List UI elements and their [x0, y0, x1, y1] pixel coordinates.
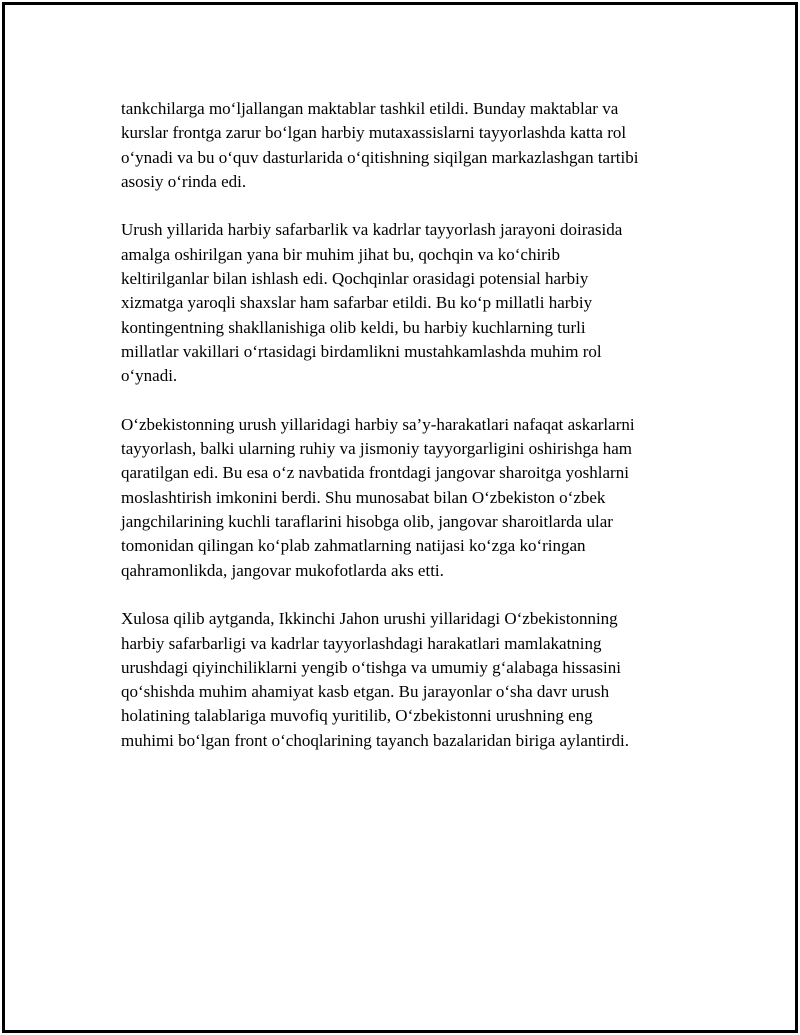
page-border — [2, 2, 798, 1033]
text-line: holatining talablariga muvofiq yuritilib, O‘zbekistonni urushning eng — [121, 706, 593, 726]
text-line: kurslar frontga zarur bo‘lgan harbiy mutaxassislarni tayyorlashda katta rol — [121, 123, 627, 143]
text-line: o‘ynadi va bu o‘quv dasturlarida o‘qitishning siqilgan markazlashgan tartibi — [121, 147, 639, 167]
paragraph-4 — [121, 607, 681, 753]
text-line: Urush yillarida harbiy safarbarlik va kadrlar tayyorlash jarayoni doirasida — [121, 220, 623, 240]
paragraph-3 — [121, 413, 681, 583]
text-line: tankchilarga mo‘ljallangan maktablar tashkil etildi. Bunday maktablar va — [121, 99, 619, 118]
text-line: jangchilarining kuchli taraflarini hisobga olib, jangovar sharoitlarda ular — [121, 512, 613, 532]
paragraph-1 — [121, 97, 681, 194]
text-line: qahramonlikda, jangovar mukofotlarda aks etti. — [121, 560, 444, 580]
text-line: xizmatga yaroqli shaxslar ham safarbar etildi. Bu ko‘p millatli harbiy — [121, 293, 593, 313]
text-line: O‘zbekistonning urush yillaridagi harbiy sa’y-harakatlari nafaqat askarlarni — [121, 414, 635, 434]
text-line: o‘ynadi. — [121, 366, 178, 386]
text-line: moslashtirish imkonini berdi. Shu munosabat bilan O‘zbekiston o‘zbek — [121, 487, 606, 507]
text-line: qaratilgan edi. Bu esa o‘z navbatida frontdagi jangovar sharoitga yoshlarni — [121, 463, 629, 483]
document-body — [121, 97, 681, 777]
text-line: Xulosa qilib aytganda, Ikkinchi Jahon urushi yillaridagi O‘zbekistonning — [121, 609, 618, 629]
text-line: kontingentning shakllanishiga olib keldi, bu harbiy kuchlarning turli — [121, 317, 586, 337]
text-line: qo‘shishda muhim ahamiyat kasb etgan. Bu jarayonlar o‘sha davr urush — [121, 682, 610, 702]
text-line: urushdagi qiyinchiliklarni yengib o‘tishga va umumiy g‘alabaga hissasini — [121, 657, 621, 677]
text-line: harbiy safarbarligi va kadrlar tayyorlashdagi harakatlari mamlakatning — [121, 633, 602, 653]
text-line: millatlar vakillari o‘rtasidagi birdamlikni mustahkamlashda muhim rol — [121, 341, 602, 361]
text-line: tomonidan qilingan ko‘plab zahmatlarning natijasi ko‘zga ko‘ringan — [121, 536, 586, 556]
text-line: tayyorlash, balki ularning ruhiy va jismoniy tayyorgarligini oshirishga ham — [121, 439, 633, 459]
paragraph-2 — [121, 218, 681, 388]
text-line: keltirilganlar bilan ishlash edi. Qochqinlar orasidagi potensial harbiy — [121, 269, 589, 289]
text-line: asosiy o‘rinda edi. — [121, 171, 247, 191]
text-line: amalga oshirilgan yana bir muhim jihat bu, qochqin va ko‘chirib — [121, 244, 561, 264]
text-line: muhimi bo‘lgan front o‘choqlarining tayanch bazalaridan biriga aylantirdi. — [121, 730, 629, 750]
